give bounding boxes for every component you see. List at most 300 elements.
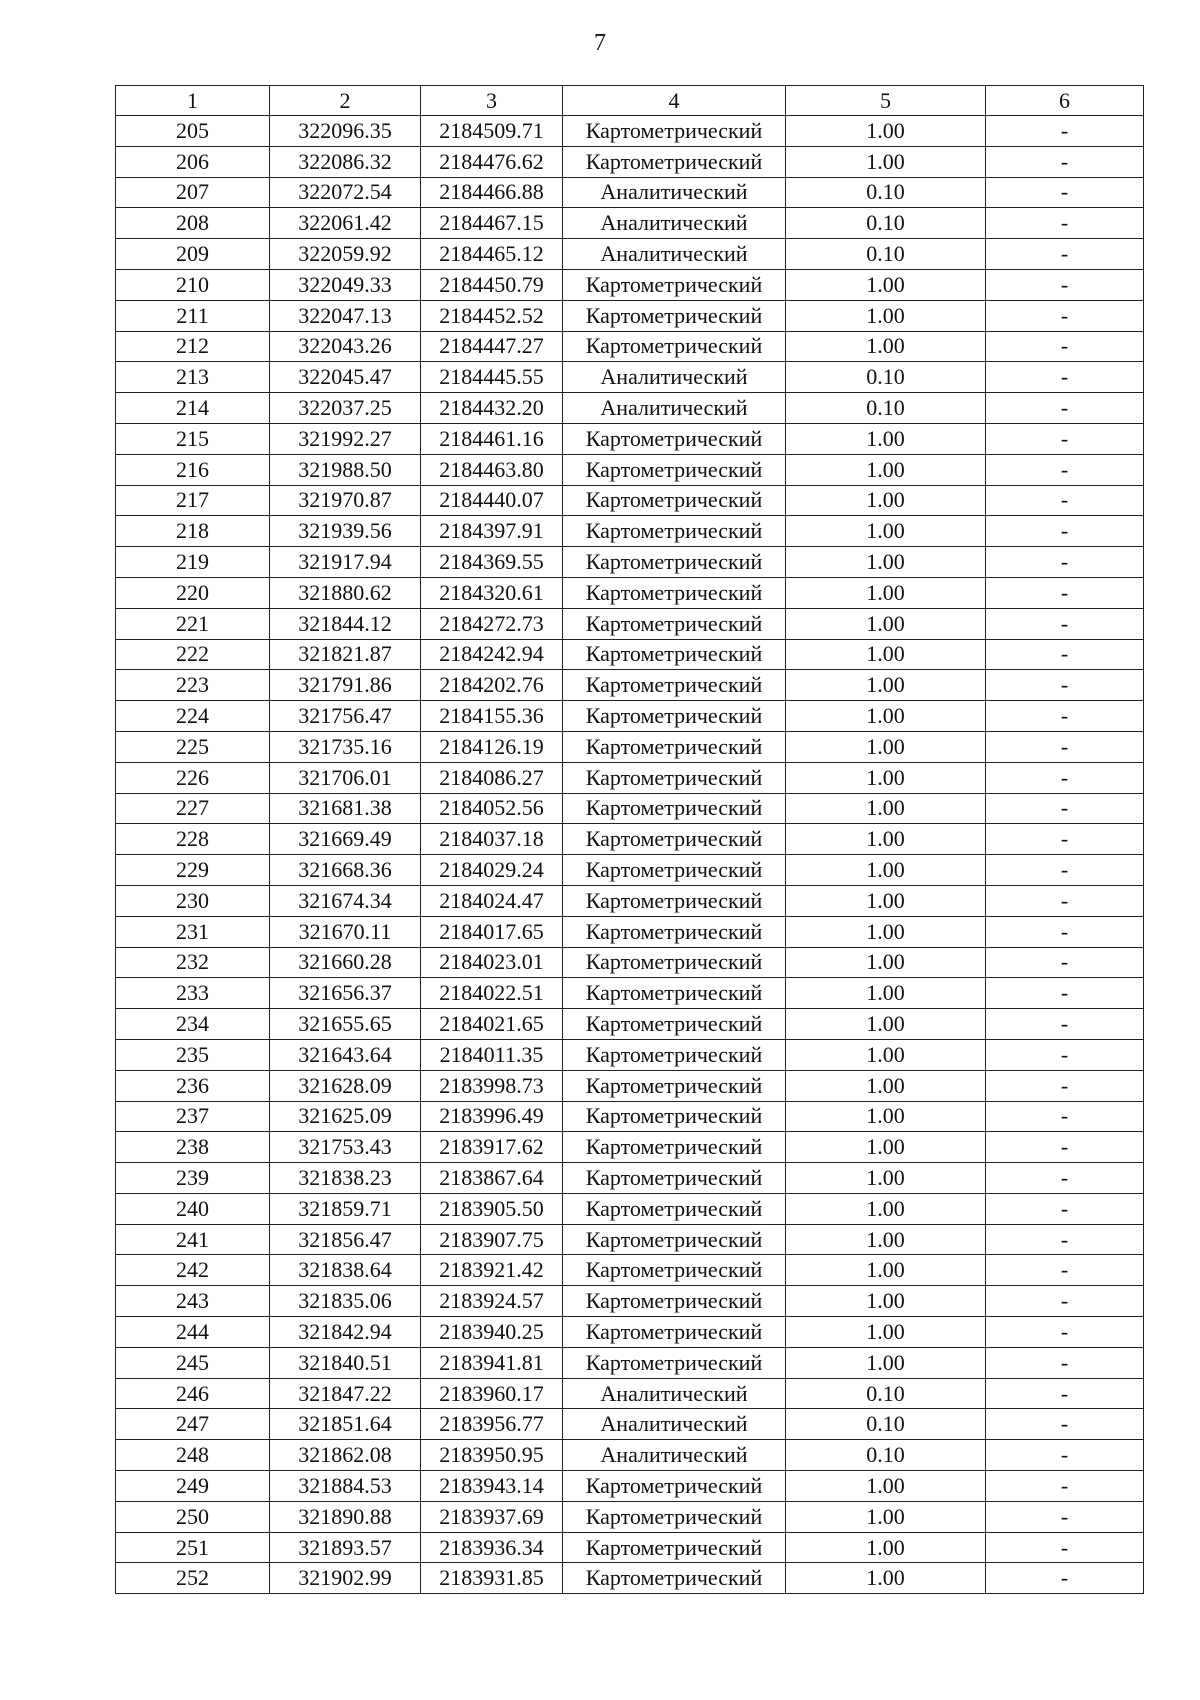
y-coordinate-cell: 2183998.73 xyxy=(421,1070,563,1101)
point-number-cell: 210 xyxy=(116,269,270,300)
table-row xyxy=(116,331,1144,362)
method-cell: Аналитический xyxy=(563,1378,786,1409)
method-cell: Картометрический xyxy=(563,269,786,300)
accuracy-cell: 1.00 xyxy=(786,485,986,516)
table-row xyxy=(116,608,1144,639)
method-cell: Картометрический xyxy=(563,916,786,947)
point-number-cell: 218 xyxy=(116,516,270,547)
x-coordinate-cell: 321655.65 xyxy=(270,1009,421,1040)
x-coordinate-cell: 321756.47 xyxy=(270,701,421,732)
y-coordinate-cell: 2183867.64 xyxy=(421,1163,563,1194)
accuracy-cell: 1.00 xyxy=(786,947,986,978)
y-coordinate-cell: 2184272.73 xyxy=(421,608,563,639)
note-cell: - xyxy=(986,855,1144,886)
note-cell: - xyxy=(986,269,1144,300)
y-coordinate-cell: 2184450.79 xyxy=(421,269,563,300)
x-coordinate-cell: 322037.25 xyxy=(270,393,421,424)
method-cell: Картометрический xyxy=(563,300,786,331)
method-cell: Аналитический xyxy=(563,208,786,239)
note-cell: - xyxy=(986,639,1144,670)
point-number-cell: 211 xyxy=(116,300,270,331)
x-coordinate-cell: 322047.13 xyxy=(270,300,421,331)
y-coordinate-cell: 2184037.18 xyxy=(421,824,563,855)
column-header: 1 xyxy=(116,86,270,116)
y-coordinate-cell: 2184447.27 xyxy=(421,331,563,362)
point-number-cell: 227 xyxy=(116,793,270,824)
note-cell: - xyxy=(986,1009,1144,1040)
accuracy-cell: 0.10 xyxy=(786,239,986,270)
y-coordinate-cell: 2184432.20 xyxy=(421,393,563,424)
note-cell: - xyxy=(986,1039,1144,1070)
method-cell: Картометрический xyxy=(563,454,786,485)
x-coordinate-cell: 321893.57 xyxy=(270,1532,421,1563)
point-number-cell: 228 xyxy=(116,824,270,855)
accuracy-cell: 1.00 xyxy=(786,1132,986,1163)
note-cell: - xyxy=(986,1070,1144,1101)
table-row xyxy=(116,177,1144,208)
y-coordinate-cell: 2184155.36 xyxy=(421,701,563,732)
table-row xyxy=(116,1255,1144,1286)
coordinates-table xyxy=(115,85,1144,1594)
accuracy-cell: 1.00 xyxy=(786,1009,986,1040)
table-row xyxy=(116,1009,1144,1040)
table-header xyxy=(116,86,1144,116)
point-number-cell: 231 xyxy=(116,916,270,947)
y-coordinate-cell: 2184126.19 xyxy=(421,731,563,762)
accuracy-cell: 1.00 xyxy=(786,116,986,147)
table-row xyxy=(116,1471,1144,1502)
table-row xyxy=(116,1193,1144,1224)
point-number-cell: 216 xyxy=(116,454,270,485)
table-row xyxy=(116,300,1144,331)
y-coordinate-cell: 2183941.81 xyxy=(421,1347,563,1378)
method-cell: Аналитический xyxy=(563,239,786,270)
note-cell: - xyxy=(986,1286,1144,1317)
y-coordinate-cell: 2183956.77 xyxy=(421,1409,563,1440)
point-number-cell: 244 xyxy=(116,1317,270,1348)
x-coordinate-cell: 321988.50 xyxy=(270,454,421,485)
note-cell: - xyxy=(986,1317,1144,1348)
point-number-cell: 234 xyxy=(116,1009,270,1040)
y-coordinate-cell: 2183931.85 xyxy=(421,1563,563,1594)
accuracy-cell: 1.00 xyxy=(786,762,986,793)
point-number-cell: 209 xyxy=(116,239,270,270)
note-cell: - xyxy=(986,1347,1144,1378)
x-coordinate-cell: 321643.64 xyxy=(270,1039,421,1070)
accuracy-cell: 1.00 xyxy=(786,1224,986,1255)
note-cell: - xyxy=(986,1440,1144,1471)
accuracy-cell: 1.00 xyxy=(786,146,986,177)
table-row xyxy=(116,1501,1144,1532)
column-header: 6 xyxy=(986,86,1144,116)
x-coordinate-cell: 321838.64 xyxy=(270,1255,421,1286)
y-coordinate-cell: 2184029.24 xyxy=(421,855,563,886)
note-cell: - xyxy=(986,670,1144,701)
point-number-cell: 214 xyxy=(116,393,270,424)
note-cell: - xyxy=(986,1163,1144,1194)
y-coordinate-cell: 2184011.35 xyxy=(421,1039,563,1070)
accuracy-cell: 1.00 xyxy=(786,978,986,1009)
table-row xyxy=(116,885,1144,916)
note-cell: - xyxy=(986,423,1144,454)
y-coordinate-cell: 2184397.91 xyxy=(421,516,563,547)
note-cell: - xyxy=(986,362,1144,393)
accuracy-cell: 0.10 xyxy=(786,393,986,424)
point-number-cell: 217 xyxy=(116,485,270,516)
note-cell: - xyxy=(986,1532,1144,1563)
y-coordinate-cell: 2184452.52 xyxy=(421,300,563,331)
x-coordinate-cell: 321706.01 xyxy=(270,762,421,793)
method-cell: Аналитический xyxy=(563,1409,786,1440)
method-cell: Картометрический xyxy=(563,1163,786,1194)
x-coordinate-cell: 321939.56 xyxy=(270,516,421,547)
point-number-cell: 245 xyxy=(116,1347,270,1378)
x-coordinate-cell: 322096.35 xyxy=(270,116,421,147)
y-coordinate-cell: 2184024.47 xyxy=(421,885,563,916)
note-cell: - xyxy=(986,916,1144,947)
point-number-cell: 242 xyxy=(116,1255,270,1286)
method-cell: Картометрический xyxy=(563,547,786,578)
y-coordinate-cell: 2184242.94 xyxy=(421,639,563,670)
x-coordinate-cell: 321847.22 xyxy=(270,1378,421,1409)
method-cell: Картометрический xyxy=(563,577,786,608)
note-cell: - xyxy=(986,701,1144,732)
point-number-cell: 237 xyxy=(116,1101,270,1132)
note-cell: - xyxy=(986,1409,1144,1440)
table-row xyxy=(116,1224,1144,1255)
x-coordinate-cell: 321674.34 xyxy=(270,885,421,916)
y-coordinate-cell: 2184022.51 xyxy=(421,978,563,1009)
table-row xyxy=(116,1317,1144,1348)
x-coordinate-cell: 321656.37 xyxy=(270,978,421,1009)
table-row xyxy=(116,1563,1144,1594)
table-row xyxy=(116,269,1144,300)
accuracy-cell: 0.10 xyxy=(786,362,986,393)
x-coordinate-cell: 321844.12 xyxy=(270,608,421,639)
point-number-cell: 229 xyxy=(116,855,270,886)
accuracy-cell: 1.00 xyxy=(786,824,986,855)
x-coordinate-cell: 321917.94 xyxy=(270,547,421,578)
accuracy-cell: 0.10 xyxy=(786,1409,986,1440)
table-row xyxy=(116,1409,1144,1440)
table-row xyxy=(116,1347,1144,1378)
note-cell: - xyxy=(986,731,1144,762)
note-cell: - xyxy=(986,978,1144,1009)
header-row xyxy=(116,86,1144,116)
x-coordinate-cell: 322049.33 xyxy=(270,269,421,300)
x-coordinate-cell: 321835.06 xyxy=(270,1286,421,1317)
accuracy-cell: 1.00 xyxy=(786,1317,986,1348)
point-number-cell: 243 xyxy=(116,1286,270,1317)
method-cell: Картометрический xyxy=(563,1471,786,1502)
accuracy-cell: 1.00 xyxy=(786,1039,986,1070)
method-cell: Картометрический xyxy=(563,947,786,978)
x-coordinate-cell: 321791.86 xyxy=(270,670,421,701)
accuracy-cell: 1.00 xyxy=(786,855,986,886)
x-coordinate-cell: 321625.09 xyxy=(270,1101,421,1132)
y-coordinate-cell: 2183921.42 xyxy=(421,1255,563,1286)
y-coordinate-cell: 2184369.55 xyxy=(421,547,563,578)
accuracy-cell: 1.00 xyxy=(786,269,986,300)
accuracy-cell: 0.10 xyxy=(786,177,986,208)
accuracy-cell: 1.00 xyxy=(786,1255,986,1286)
point-number-cell: 215 xyxy=(116,423,270,454)
accuracy-cell: 1.00 xyxy=(786,916,986,947)
point-number-cell: 206 xyxy=(116,146,270,177)
point-number-cell: 252 xyxy=(116,1563,270,1594)
point-number-cell: 230 xyxy=(116,885,270,916)
table-row xyxy=(116,1378,1144,1409)
point-number-cell: 226 xyxy=(116,762,270,793)
table-body xyxy=(116,116,1144,1594)
x-coordinate-cell: 321890.88 xyxy=(270,1501,421,1532)
method-cell: Картометрический xyxy=(563,855,786,886)
x-coordinate-cell: 322061.42 xyxy=(270,208,421,239)
method-cell: Картометрический xyxy=(563,1101,786,1132)
y-coordinate-cell: 2184017.65 xyxy=(421,916,563,947)
y-coordinate-cell: 2184320.61 xyxy=(421,577,563,608)
note-cell: - xyxy=(986,793,1144,824)
table-row xyxy=(116,1163,1144,1194)
table-row xyxy=(116,639,1144,670)
table-row xyxy=(116,1039,1144,1070)
method-cell: Картометрический xyxy=(563,824,786,855)
method-cell: Картометрический xyxy=(563,731,786,762)
point-number-cell: 240 xyxy=(116,1193,270,1224)
y-coordinate-cell: 2183924.57 xyxy=(421,1286,563,1317)
method-cell: Картометрический xyxy=(563,1009,786,1040)
x-coordinate-cell: 322043.26 xyxy=(270,331,421,362)
method-cell: Картометрический xyxy=(563,1224,786,1255)
y-coordinate-cell: 2184476.62 xyxy=(421,146,563,177)
table-row xyxy=(116,208,1144,239)
accuracy-cell: 1.00 xyxy=(786,300,986,331)
y-coordinate-cell: 2184023.01 xyxy=(421,947,563,978)
table-row xyxy=(116,916,1144,947)
accuracy-cell: 1.00 xyxy=(786,793,986,824)
accuracy-cell: 0.10 xyxy=(786,1440,986,1471)
accuracy-cell: 1.00 xyxy=(786,731,986,762)
method-cell: Картометрический xyxy=(563,608,786,639)
x-coordinate-cell: 321851.64 xyxy=(270,1409,421,1440)
method-cell: Картометрический xyxy=(563,1132,786,1163)
x-coordinate-cell: 322086.32 xyxy=(270,146,421,177)
note-cell: - xyxy=(986,824,1144,855)
note-cell: - xyxy=(986,1132,1144,1163)
note-cell: - xyxy=(986,177,1144,208)
table-row xyxy=(116,577,1144,608)
accuracy-cell: 1.00 xyxy=(786,885,986,916)
column-header: 4 xyxy=(563,86,786,116)
x-coordinate-cell: 321821.87 xyxy=(270,639,421,670)
accuracy-cell: 1.00 xyxy=(786,670,986,701)
y-coordinate-cell: 2183917.62 xyxy=(421,1132,563,1163)
note-cell: - xyxy=(986,208,1144,239)
point-number-cell: 251 xyxy=(116,1532,270,1563)
method-cell: Картометрический xyxy=(563,146,786,177)
accuracy-cell: 1.00 xyxy=(786,577,986,608)
x-coordinate-cell: 321670.11 xyxy=(270,916,421,947)
point-number-cell: 205 xyxy=(116,116,270,147)
y-coordinate-cell: 2184445.55 xyxy=(421,362,563,393)
accuracy-cell: 1.00 xyxy=(786,1163,986,1194)
note-cell: - xyxy=(986,393,1144,424)
method-cell: Картометрический xyxy=(563,423,786,454)
x-coordinate-cell: 321840.51 xyxy=(270,1347,421,1378)
point-number-cell: 222 xyxy=(116,639,270,670)
y-coordinate-cell: 2184463.80 xyxy=(421,454,563,485)
accuracy-cell: 0.10 xyxy=(786,208,986,239)
accuracy-cell: 1.00 xyxy=(786,1070,986,1101)
x-coordinate-cell: 322072.54 xyxy=(270,177,421,208)
table-row xyxy=(116,1070,1144,1101)
y-coordinate-cell: 2184461.16 xyxy=(421,423,563,454)
note-cell: - xyxy=(986,146,1144,177)
y-coordinate-cell: 2184509.71 xyxy=(421,116,563,147)
table-row xyxy=(116,855,1144,886)
x-coordinate-cell: 321862.08 xyxy=(270,1440,421,1471)
x-coordinate-cell: 322059.92 xyxy=(270,239,421,270)
y-coordinate-cell: 2184202.76 xyxy=(421,670,563,701)
point-number-cell: 236 xyxy=(116,1070,270,1101)
y-coordinate-cell: 2183943.14 xyxy=(421,1471,563,1502)
table-row xyxy=(116,454,1144,485)
x-coordinate-cell: 321902.99 xyxy=(270,1563,421,1594)
y-coordinate-cell: 2184052.56 xyxy=(421,793,563,824)
point-number-cell: 219 xyxy=(116,547,270,578)
method-cell: Картометрический xyxy=(563,1563,786,1594)
point-number-cell: 247 xyxy=(116,1409,270,1440)
column-header: 5 xyxy=(786,86,986,116)
x-coordinate-cell: 321842.94 xyxy=(270,1317,421,1348)
column-header: 2 xyxy=(270,86,421,116)
point-number-cell: 233 xyxy=(116,978,270,1009)
method-cell: Картометрический xyxy=(563,1317,786,1348)
point-number-cell: 248 xyxy=(116,1440,270,1471)
accuracy-cell: 1.00 xyxy=(786,1101,986,1132)
y-coordinate-cell: 2184440.07 xyxy=(421,485,563,516)
note-cell: - xyxy=(986,116,1144,147)
point-number-cell: 232 xyxy=(116,947,270,978)
y-coordinate-cell: 2183940.25 xyxy=(421,1317,563,1348)
accuracy-cell: 1.00 xyxy=(786,608,986,639)
method-cell: Картометрический xyxy=(563,1193,786,1224)
note-cell: - xyxy=(986,1471,1144,1502)
method-cell: Картометрический xyxy=(563,670,786,701)
method-cell: Картометрический xyxy=(563,116,786,147)
accuracy-cell: 1.00 xyxy=(786,701,986,732)
point-number-cell: 250 xyxy=(116,1501,270,1532)
method-cell: Аналитический xyxy=(563,362,786,393)
table-row xyxy=(116,1440,1144,1471)
x-coordinate-cell: 321970.87 xyxy=(270,485,421,516)
accuracy-cell: 1.00 xyxy=(786,1193,986,1224)
point-number-cell: 225 xyxy=(116,731,270,762)
method-cell: Картометрический xyxy=(563,762,786,793)
method-cell: Картометрический xyxy=(563,1501,786,1532)
note-cell: - xyxy=(986,1101,1144,1132)
note-cell: - xyxy=(986,331,1144,362)
accuracy-cell: 1.00 xyxy=(786,423,986,454)
method-cell: Картометрический xyxy=(563,1532,786,1563)
table-row xyxy=(116,978,1144,1009)
table-row xyxy=(116,485,1144,516)
table-row xyxy=(116,731,1144,762)
point-number-cell: 208 xyxy=(116,208,270,239)
table-row xyxy=(116,670,1144,701)
accuracy-cell: 1.00 xyxy=(786,547,986,578)
y-coordinate-cell: 2184086.27 xyxy=(421,762,563,793)
method-cell: Картометрический xyxy=(563,701,786,732)
table-row xyxy=(116,116,1144,147)
point-number-cell: 224 xyxy=(116,701,270,732)
accuracy-cell: 1.00 xyxy=(786,454,986,485)
page-number: 7 xyxy=(594,30,606,56)
accuracy-cell: 1.00 xyxy=(786,331,986,362)
note-cell: - xyxy=(986,300,1144,331)
table-row xyxy=(116,547,1144,578)
point-number-cell: 212 xyxy=(116,331,270,362)
note-cell: - xyxy=(986,1563,1144,1594)
accuracy-cell: 1.00 xyxy=(786,1532,986,1563)
accuracy-cell: 1.00 xyxy=(786,1471,986,1502)
x-coordinate-cell: 321753.43 xyxy=(270,1132,421,1163)
x-coordinate-cell: 321735.16 xyxy=(270,731,421,762)
note-cell: - xyxy=(986,516,1144,547)
y-coordinate-cell: 2184467.15 xyxy=(421,208,563,239)
point-number-cell: 207 xyxy=(116,177,270,208)
accuracy-cell: 1.00 xyxy=(786,1286,986,1317)
method-cell: Картометрический xyxy=(563,1255,786,1286)
note-cell: - xyxy=(986,454,1144,485)
point-number-cell: 249 xyxy=(116,1471,270,1502)
column-header: 3 xyxy=(421,86,563,116)
table-row xyxy=(116,762,1144,793)
table-row xyxy=(116,824,1144,855)
table-row xyxy=(116,793,1144,824)
method-cell: Картометрический xyxy=(563,978,786,1009)
method-cell: Аналитический xyxy=(563,1440,786,1471)
note-cell: - xyxy=(986,762,1144,793)
y-coordinate-cell: 2183907.75 xyxy=(421,1224,563,1255)
note-cell: - xyxy=(986,1224,1144,1255)
method-cell: Картометрический xyxy=(563,485,786,516)
table-row xyxy=(116,239,1144,270)
point-number-cell: 246 xyxy=(116,1378,270,1409)
accuracy-cell: 1.00 xyxy=(786,1501,986,1532)
x-coordinate-cell: 321880.62 xyxy=(270,577,421,608)
point-number-cell: 238 xyxy=(116,1132,270,1163)
x-coordinate-cell: 322045.47 xyxy=(270,362,421,393)
table-row xyxy=(116,423,1144,454)
note-cell: - xyxy=(986,577,1144,608)
table-row xyxy=(116,1101,1144,1132)
method-cell: Картометрический xyxy=(563,516,786,547)
note-cell: - xyxy=(986,885,1144,916)
y-coordinate-cell: 2183937.69 xyxy=(421,1501,563,1532)
y-coordinate-cell: 2183996.49 xyxy=(421,1101,563,1132)
y-coordinate-cell: 2183960.17 xyxy=(421,1378,563,1409)
note-cell: - xyxy=(986,1378,1144,1409)
table-row xyxy=(116,1132,1144,1163)
x-coordinate-cell: 321884.53 xyxy=(270,1471,421,1502)
table-row xyxy=(116,393,1144,424)
note-cell: - xyxy=(986,485,1144,516)
method-cell: Картометрический xyxy=(563,1070,786,1101)
note-cell: - xyxy=(986,1255,1144,1286)
note-cell: - xyxy=(986,1193,1144,1224)
point-number-cell: 213 xyxy=(116,362,270,393)
